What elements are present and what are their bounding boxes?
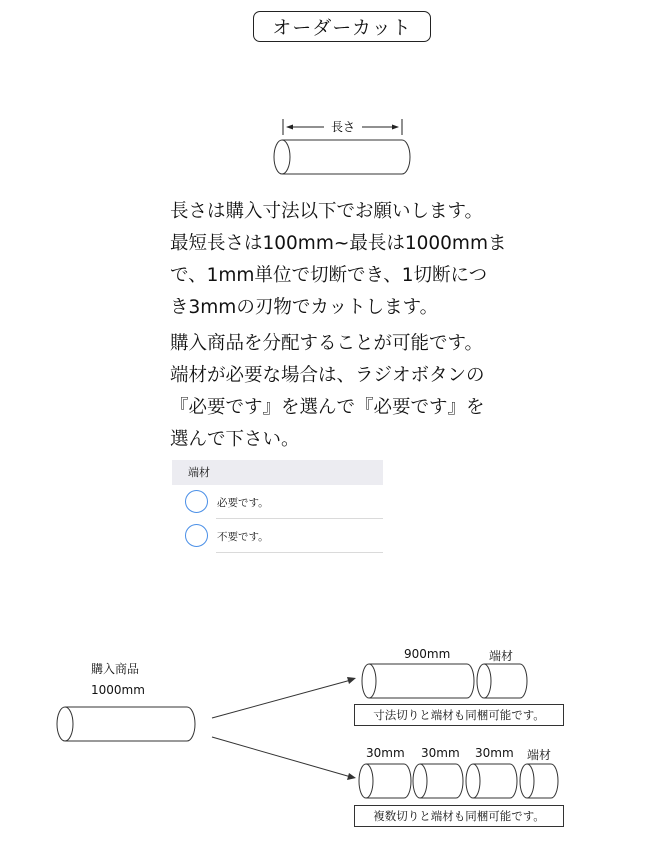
text-line: 端材が必要な場合は、ラジオボタンの xyxy=(170,365,485,386)
source-length-label: 1000mm xyxy=(91,683,145,697)
text-line: 購入商品を分配することが可能です。 xyxy=(170,333,484,354)
radio-group-header: 端材 xyxy=(172,460,383,485)
source-name-label: 購入商品 xyxy=(91,662,140,676)
description-paragraph-1 xyxy=(170,196,530,324)
radio-label: 不要です。 xyxy=(217,531,269,543)
radio-label: 必要です。 xyxy=(217,497,269,509)
description-paragraph-2 xyxy=(170,328,530,456)
divider xyxy=(216,552,383,553)
top-note-box: 寸法切りと端材も同梱可能です。 xyxy=(354,704,564,726)
bottom-cut-length-label-3: 30mm xyxy=(475,746,514,760)
page-title: オーダーカット xyxy=(253,11,431,42)
text-line: 長さは購入寸法以下でお願いします。 xyxy=(170,201,484,222)
top-cylinder xyxy=(274,140,410,174)
bottom-note-box: 複数切りと端材も同梱可能です。 xyxy=(354,805,564,827)
text-line: で、1mm単位で切断でき、1切断につ xyxy=(170,265,488,286)
cut-piece-30-3 xyxy=(466,764,517,798)
bottom-cut-length-label-2: 30mm xyxy=(421,746,460,760)
radio-option-not-required[interactable] xyxy=(172,519,383,553)
offcut-piece-bottom xyxy=(520,764,558,798)
top-offcut-label: 端材 xyxy=(489,649,514,663)
offcut-piece-top xyxy=(477,664,527,698)
radio-button[interactable] xyxy=(185,524,208,547)
length-label: 長さ xyxy=(330,120,356,134)
source-cylinder xyxy=(57,707,195,741)
bottom-offcut-label: 端材 xyxy=(527,748,552,762)
cut-piece-30-2 xyxy=(413,764,463,798)
text-line: 選んで下さい。 xyxy=(170,429,300,450)
offcut-radio-group xyxy=(172,460,383,553)
split-arrows xyxy=(212,677,356,780)
top-cut-length-label: 900mm xyxy=(404,647,451,661)
cut-piece-30-1 xyxy=(359,764,411,798)
text-line: き3mmの刃物でカットします。 xyxy=(170,297,439,318)
cut-piece-900 xyxy=(362,664,474,698)
text-line: 『必要です』を選んで『必要です』を xyxy=(170,397,485,418)
radio-option-required[interactable] xyxy=(172,485,383,519)
bottom-cut-length-label-1: 30mm xyxy=(366,746,405,760)
radio-button[interactable] xyxy=(185,490,208,513)
text-line: 最短長さは100mm~最長は1000mmま xyxy=(170,233,507,254)
